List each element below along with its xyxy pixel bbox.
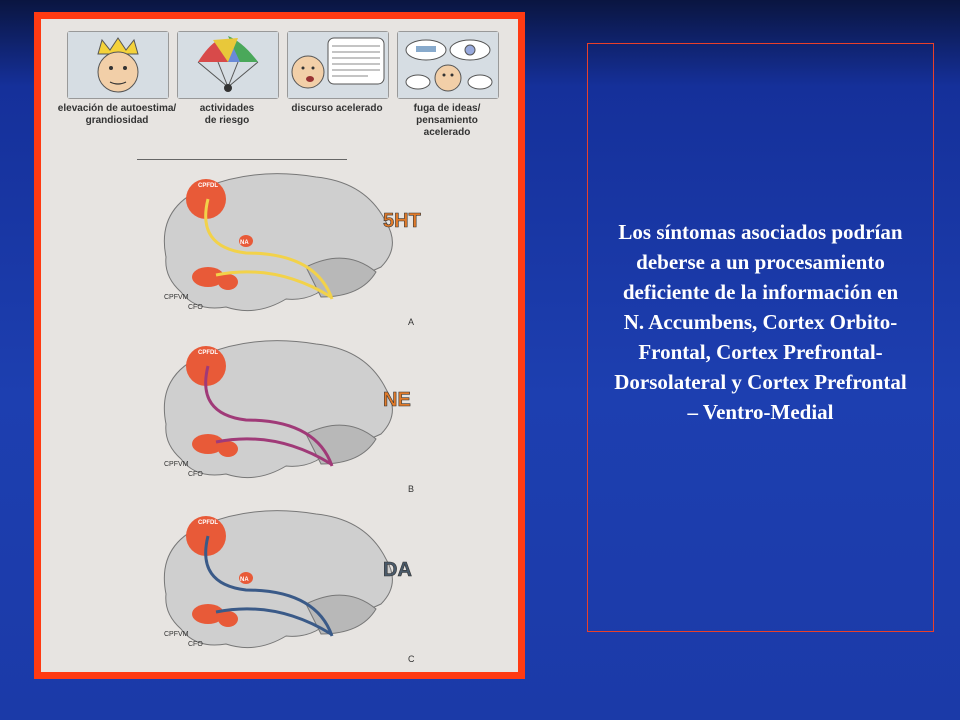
brain-ne-diagram	[136, 334, 436, 504]
panel-grandiosity	[67, 31, 169, 99]
cpfvm-label: CPFVM	[164, 461, 189, 468]
brain-diagram-b	[136, 334, 436, 504]
nt-label: DA	[383, 559, 412, 581]
figure-page	[41, 19, 518, 672]
parachute-icon	[178, 32, 278, 98]
panel-letter: A	[408, 317, 415, 327]
nt-label: 5HT	[383, 210, 421, 232]
crowned-face-icon	[68, 32, 168, 98]
description-box	[587, 43, 934, 632]
brain-da-diagram	[136, 504, 436, 672]
brain-5ht-diagram	[136, 167, 436, 337]
cfo-label: CFO	[188, 471, 203, 478]
na-label: NA	[240, 577, 249, 583]
cpfdl-label: CPFDL	[198, 350, 218, 356]
cfo-label: CFO	[188, 641, 203, 648]
caption-speech: discurso acelerado	[291, 103, 383, 114]
caption-risk: actividades de riesgo	[199, 103, 255, 126]
nt-label: NE	[383, 389, 411, 411]
talking-face-icon	[288, 32, 388, 98]
na-label: NA	[240, 240, 249, 246]
caption-grandiosity: elevación de autoestima/ grandiosidad	[57, 103, 177, 126]
panel-flight-of-ideas	[397, 31, 499, 99]
symptom-panels	[57, 31, 497, 171]
racing-thoughts-icon	[398, 32, 498, 98]
cpfvm-label: CPFVM	[164, 631, 189, 638]
brain-diagram-c	[136, 504, 436, 672]
description-text: Los síntomas asociados podrían deberse a un procesamiento deficiente de la información en N. Accumbens, Cortex Orbito-Frontal, Cortex Prefrontal-Dorsolateral y Cortex Prefrontal – Ventro-Medial	[614, 219, 907, 424]
divider-line	[137, 159, 347, 160]
figure-frame	[34, 12, 525, 679]
panel-letter: C	[408, 654, 415, 664]
cfo-label: CFO	[188, 304, 203, 311]
brain-diagram-a	[136, 167, 436, 337]
cpfdl-label: CPFDL	[198, 520, 218, 526]
panel-letter: B	[408, 484, 415, 494]
panel-risk	[177, 31, 279, 99]
caption-flight-of-ideas: fuga de ideas/ pensamiento acelerado	[413, 103, 481, 138]
cpfvm-label: CPFVM	[164, 294, 189, 301]
panel-speech	[287, 31, 389, 99]
cpfdl-label: CPFDL	[198, 183, 218, 189]
